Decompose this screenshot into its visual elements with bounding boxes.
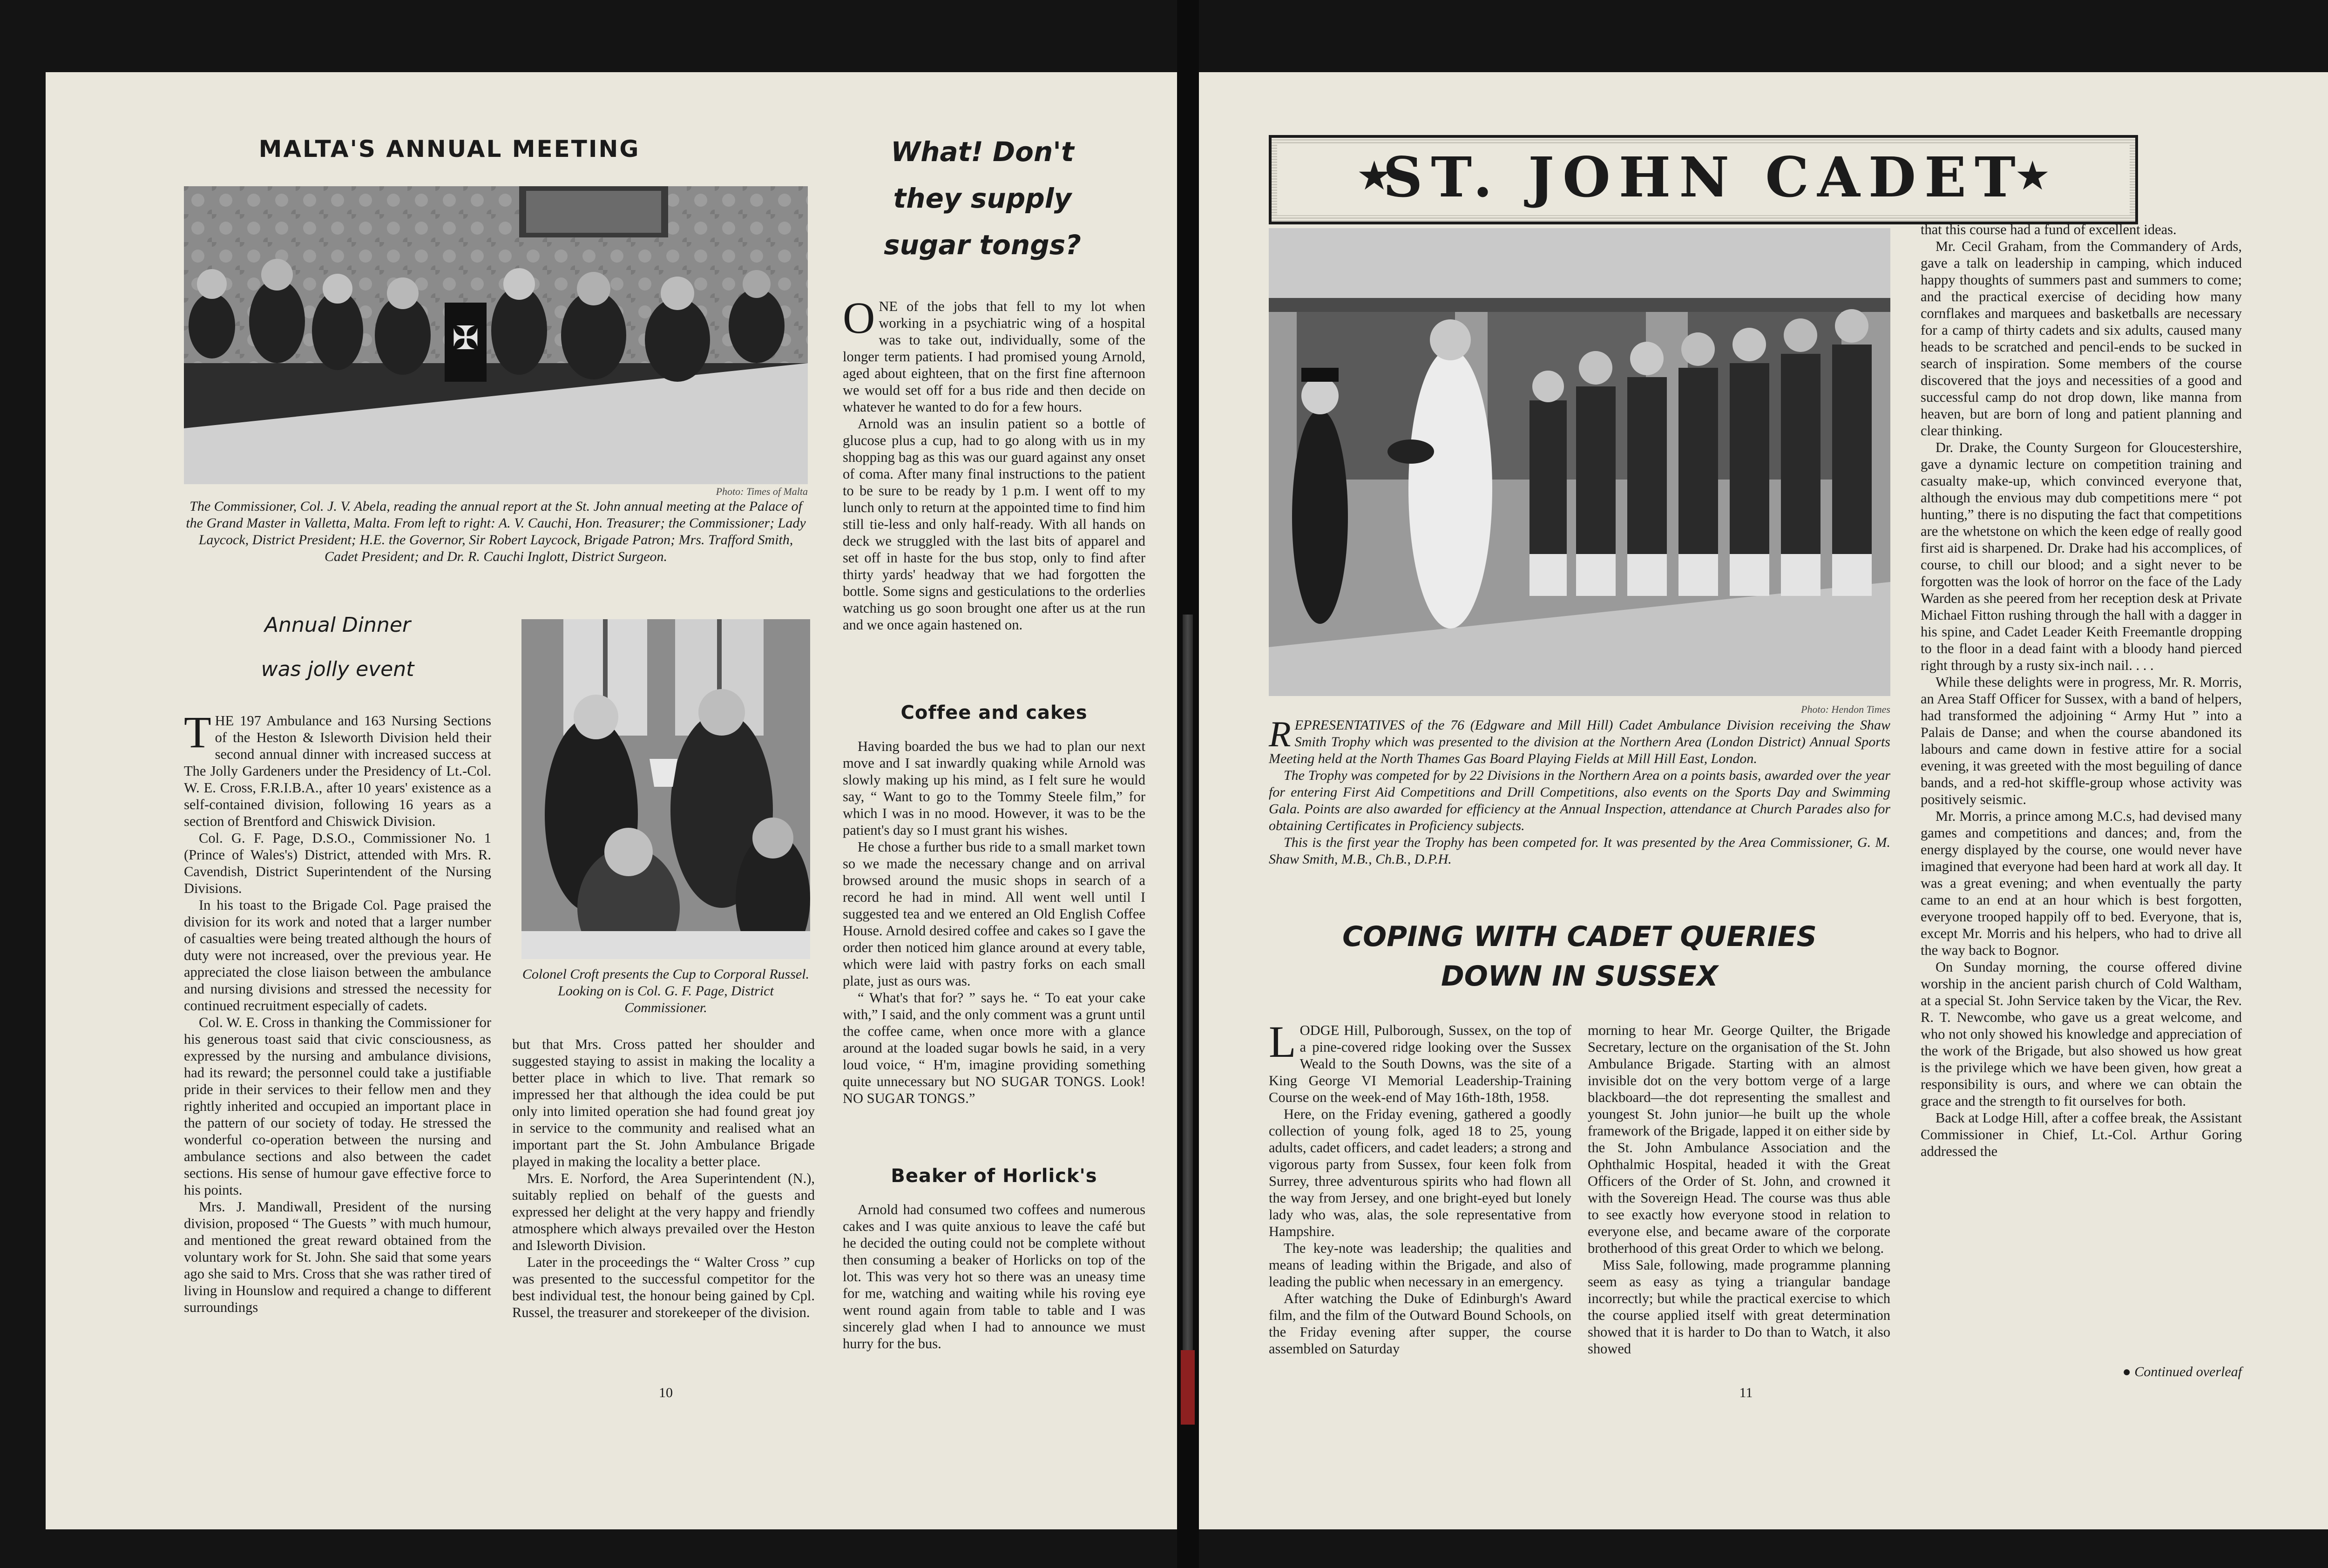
malta-photo-credit: Photo: Times of Malta <box>716 486 808 497</box>
sugar-article-intro <box>843 298 1145 689</box>
cadet-trophy-photo <box>1269 228 1890 696</box>
coffee-paragraph: Having boarded the bus we had to plan our next move and I sat inwardly quaking while Arnold was slowly making up his mind, as I felt sure he would say, “ Want to go to the Tommy Steele film,” for which I was in no mood. However, it was to be the patient's day so I must grant his wishes. <box>843 738 1145 838</box>
dinner-paragraph: Col. W. E. Cross in thanking the Commissioner for his generous toast said that civic consciousness, as expressed by the nursing and ambulance divisions, had its reward; the personnel could take a justifiable pride in their services to their fellow men and they rightly inherited and occupied an important place in the pattern of our society of today. He stressed the wonderful co-operation between the nursing and ambulance sections and also between the cadet sections. His sense of humour gave effective force to his points. <box>184 1014 491 1198</box>
coping-column3 <box>1921 221 2242 1362</box>
coffee-section <box>843 738 1145 1152</box>
bookmark-ribbon <box>1181 1350 1195 1425</box>
coping-paragraph: On Sunday morning, the course offered divine worship in the ancient parish church of Cold Waltham, at a special St. John Service taken by the Vicar, the Rev. R. T. Newcombe, who gave us a great welcome, and who not only showed his knowledge and appreciation of the work of the Brigade, but also showed us how great is the privilege which we have been given, how great a responsibility is ours, and where we can obtain the grace and the strength to fit ourselves for both. <box>1921 959 2242 1109</box>
dinner-paragraph: Col. G. F. Page, D.S.O., Commissioner No. 1 (Prince of Wales's) District, attended with Mrs. R. Cavendish, District Superintendent of the Nursing Divisions. <box>184 830 491 896</box>
cadet-photo-credit: Photo: Hendon Times <box>1801 703 1890 715</box>
star-icon-right: ★ <box>2014 154 2051 198</box>
page-number-right: 11 <box>1739 1385 1753 1400</box>
malta-photo-image <box>184 186 808 484</box>
binding-thread <box>1183 615 1193 1359</box>
dinner-paragraph: but that Mrs. Cross patted her shoulder and suggested staying to assist in making the locality a better place in which to live. That remark so impressed her that although the idea could be put only into limited operation she had found great joy in service to the community and realised what an important part the St. John Ambulance Brigade played in making the locality a better place. <box>512 1036 815 1169</box>
coping-paragraph: While these delights were in progress, Mr. R. Morris, an Area Staff Officer for Sussex, with a band of helpers, had transformed the adjoining “ Army Hut ” into a Palais de Danse; and when the course abandoned its labours and came down in festive attire for a social evening, it was greeted with the most beguiling of dance bands, and a red-hot skiffle-group whose activity was positively seismic. <box>1921 674 2242 807</box>
coping-column1 <box>1269 1022 1571 1380</box>
caption-paragraph: The Trophy was competed for by 22 Divisions in the Northern Area on a points basis, awarded over the year for entering First Aid Competitions and Drill Competitions, also events on the Sports Day and Swimming Gala. Points are also awarded for efficiency at the Annual Inspection, attendance at Church Parades also for obtaining Certificates in Proficiency subjects. <box>1269 768 1890 833</box>
coffee-subheading: Coffee and cakes <box>900 702 1088 723</box>
coping-paragraph: Here, on the Friday evening, gathered a goodly collection of young folk, aged 18 to 25, young adults, cadet officers, and cadet leaders; a strong and vigorous party from Sussex, four keen folk from Surrey, three adventurous spirits who had flown all the way from Jersey, and one bright-eyed but lonely lady who was, alas, the sole representative from Hampshire. <box>1269 1106 1571 1239</box>
malta-photo-caption: The Commissioner, Col. J. V. Abela, reading the annual report at the St. John annual meeting at the Palace of the Grand Master in Valletta, Malta. From left to right: A. V. Cauchi, Hon. Treasurer; the Commissioner; Lady Laycock, District President; H.E. the Governor, Sir Robert Laycock, Brigade Patron; Mrs. Trafford Smith, Cadet President; and Dr. R. Cauchi Inglott, District Surgeon. <box>186 499 806 564</box>
dinner-paragraph: In his toast to the Brigade Col. Page praised the division for its work and noted that a larger number of casualties were being treated although the hours of duty were not increased, over the previous year. He appreciated the close liaison between the ambulance and nursing divisions and stressed the necessity for continued recruitment especially of cadets. <box>184 897 491 1014</box>
sugar-heading-line2: they supply <box>893 182 1072 214</box>
cup-presentation-photo <box>521 619 810 959</box>
dinner-paragraph: Mrs. J. Mandiwall, President of the nursing division, proposed “ The Guests ” with much humour, and mentioned the great reward obtained from the voluntary work for St. John. She said that some years ago she said to Mrs. Cross that she was rather tired of living in Hounslow and required a change to different surroundings <box>184 1199 491 1315</box>
caption-text: EPRESENTATIVES of the 76 (Edgware and Mill Hill) Cadet Ambulance Division receiving the Shaw Smith Trophy which was presented to the division at the Northern Area (London District) Annual Sports Meeting held at the North Thames Gas Board Playing Fields at Mill Hill East, London. <box>1269 717 1890 766</box>
caption-paragraph: This is the first year the Trophy has been competed for. It was presented by the Area Commissioner, G. M. Shaw Smith, M.B., Ch.B., D.P.H. <box>1269 835 1890 867</box>
malta-meeting-photo <box>184 186 808 484</box>
cadet-masthead <box>1269 135 2138 224</box>
coping-heading-line2: DOWN IN SUSSEX <box>1441 960 1718 993</box>
cup-photo-caption: Colonel Croft presents the Cup to Corporal Russel. Looking on is Col. G. F. Page, District Commissioner. <box>522 966 810 1015</box>
sugar-paragraph: NE of the jobs that fell to my lot when working in a psychiatric wing of a hospital was to take out, individually, some of the longer term patients. I had promised young Arnold, aged about eighteen, that on the first fine afternoon we would set off for a bus ride and then decide on whatever he wanted to do for a few hours. <box>843 298 1145 415</box>
horlick-section <box>843 1201 1145 1378</box>
cadet-photo-caption <box>1269 714 1890 868</box>
cadet-photo-image <box>1269 228 1890 696</box>
dinner-paragraph: Later in the proceedings the “ Walter Cross ” cup was presented to the successful competitor for the best individual test, the honour being gained by Cpl. Russel, the treasurer and storekeeper of the division. <box>512 1254 815 1320</box>
coping-paragraph: Mr. Morris, a prince among M.C.s, had devised many games and competitions and dances; and, from the energy displayed by the course, one would never have imagined that everyone had been hard at work all day. It was a great evening; and when eventually the party came to an end at an hour which is best forgotten, everyone trooped happily off to bed. Everyone, that is, except Mr. Morris and his helpers, who had to drive all the way back to Bognor. <box>1921 808 2242 958</box>
horlick-paragraph: Arnold had consumed two coffees and numerous cakes and I was quite anxious to leave the café but he decided the outing could not be complete without then consuming a beaker of Horlicks on top of the lot. This was very hot so there was an uneasy time for me, watching and waiting while his roving eye went round again from table to table and I was sincerely glad when I had to announce we must hurry for the bus. <box>843 1202 1145 1352</box>
coping-paragraph: that this course had a fund of excellent ideas. <box>1921 222 2177 237</box>
dinner-paragraph: Mrs. E. Norford, the Area Superintendent (N.), suitably replied on behalf of the guests and expressed her delight at the very happy and friendly atmosphere which always prevailed over the Heston and Isleworth Division. <box>512 1170 815 1253</box>
caption-dropcap: R <box>1269 714 1291 754</box>
coffee-paragraph: He chose a further bus ride to a small market town so we made the necessary change and on arrival browsed around the music shops in search of a record he had in mind. All went well until I suggested tea and we entered an Old English Coffee House. Arnold desired coffee and cakes so I gave the order then noticed him glance around at every table, which were laid with pastry forks on each small plate, just as ours was. <box>843 839 1145 989</box>
dinner-heading-line2: was jolly event <box>261 657 414 681</box>
coping-paragraph: Miss Sale, following, made programme planning seem as easy as tying a triangular bandage incorrectly; but while the practical exercise to which the course applied itself with great determination showed that it is harder to Do than to Watch, it also showed <box>1588 1257 1890 1357</box>
coping-dropcap: L <box>1269 1022 1296 1067</box>
coping-heading-line1: COPING WITH CADET QUERIES <box>1342 920 1817 953</box>
sugar-paragraph: Arnold was an insulin patient so a bottle of glucose plus a cup, had to go along with us in my shopping bag as this was our guard against any onset of coma. After many final instructions to the patient to be sure to be ready by 1 p.m. I went off to my lunch only to return at the appointed time to find him still tie-less and only half-ready. With all hands on deck we struggled with the last bits of apparel and set off in haste for the bus stop, only to find after thirty yards' headway that we had forgotten the bottle. Some signs and gesticulations to the orderlies watching us go soon brought one after us at the run and we once again hastened on. <box>843 416 1145 633</box>
coping-paragraph: Back at Lodge Hill, after a coffee break, the Assistant Commissioner in Chief, Lt.-Col. Arthur Goring addressed the <box>1921 1110 2242 1159</box>
malta-heading: MALTA'S ANNUAL MEETING <box>258 135 640 162</box>
dinner-paragraph: HE 197 Ambulance and 163 Nursing Sections of the Heston & Isleworth Division held their second annual dinner with increased success at The Jolly Gardeners under the Presidency of Lt.-Col. W. E. Cross, F.R.I.B.A., after 10 years' existence as a self-contained division, following 16 years as a section of Brentford and Chiswick Division. <box>184 713 491 829</box>
coffee-paragraph: “ What's that for? ” says he. “ To eat your cake with,” I said, and the only comment was a grunt until the coffee came, when once more with a glance around at the loaded sugar bowls he said, in a very loud voice, “ H'm, imagine providing something quite unnecessary but NO SUGAR TONGS. Look! NO SUGAR TONGS.” <box>843 990 1145 1106</box>
coping-paragraph: The key-note was leadership; the qualities and means of leading within the Brigade, and also of leading the public when necessary in an emergency. <box>1269 1240 1571 1290</box>
horlick-subheading: Beaker of Horlick's <box>891 1165 1097 1187</box>
coping-paragraph: Mr. Cecil Graham, from the Commandery of Ards, gave a talk on leadership in camping, which induced happy thoughts of summers past and summers to come; and the practical exercise of deciding how many cornflakes and marquees and basketballs are necessary for a camp of thirty cadets and six adults, caused many heads to be scratched and pencil-ends to be sucked in search of inspiration. Some members of the course discovered that the joys and necessities of a good and successful camp do not drop down, like manna from heaven, but are born of long and patient planning and clear thinking. <box>1921 238 2242 439</box>
coping-paragraph: Dr. Drake, the County Surgeon for Gloucestershire, gave a dynamic lecture on competition training and casualty make-up, which convinced everyone that, although the envious may dub competitions mere “ pot hunting,” there is no disputing the fact that competitions are the whetstone on which the keen edge of really good first aid is sharpened. Dr. Drake had his accomplices, of course, to chill our blood; and a sight never to be forgotten was the look of horror on the face of the Lady Warden as she peered from her reception desk at Private Michael Fitton rushing through the hall with a dagger in his spine, and Cadet Leader Keith Freemantle dropping to the floor in a dead faint with a bloody hand pierced right through by a rusty six-inch nail. . . . <box>1921 439 2242 673</box>
star-icon-left: ★ <box>1356 154 1393 198</box>
coping-paragraph: ODGE Hill, Pulborough, Sussex, on the top of a pine-covered ridge looking over the Sussex Weald to the South Downs, was the site of a King George VI Memorial Leadership-Training Course on the week-end of May 16th-18th, 1958. <box>1269 1022 1571 1105</box>
sugar-heading-line3: sugar tongs? <box>884 229 1081 261</box>
coping-column2 <box>1588 1022 1890 1380</box>
dinner-heading-line1: Annual Dinner <box>264 613 411 637</box>
cadet-masthead-title: ST. JOHN CADET <box>1383 145 2024 210</box>
continued-overleaf: ● Continued overleaf <box>2122 1364 2242 1379</box>
coping-paragraph: morning to hear Mr. George Quilter, the Brigade Secretary, lecture on the organisation of the St. John Ambulance Brigade. Starting with an almost invisible dot on the very bottom verge of a large blackboard—the dot representing the smallest and youngest St. John junior—he built up the whole framework of the Brigade, lapped it on either side by the St. John Ambulance Association and the Ophthalmic Hospital, headed it with the Great Officers of the Order of St. John, and crowned it with the Sovereign Head. The course was thus able to see exactly how everyone stood in relation to everyone else, and became aware of the corporate brotherhood of this great Order to which we belong. <box>1588 1022 1890 1256</box>
dinner-dropcap: T <box>184 712 211 757</box>
cup-photo-image <box>521 619 810 959</box>
caption-paragraph <box>1269 714 1890 767</box>
svg-text:✠: ✠ <box>452 319 480 357</box>
page-number-left: 10 <box>659 1385 673 1400</box>
masthead-panel <box>1277 144 2130 215</box>
coping-paragraph: After watching the Duke of Edinburgh's Award film, and the film of the Outward Bound Schools, on the Friday evening after supper, the course assembled on Saturday <box>1269 1291 1571 1357</box>
sugar-dropcap: O <box>843 298 875 343</box>
sugar-heading-line1: What! Don't <box>891 136 1074 168</box>
dinner-article-column2 <box>512 1036 815 1390</box>
dinner-article-column1 <box>184 712 491 1383</box>
